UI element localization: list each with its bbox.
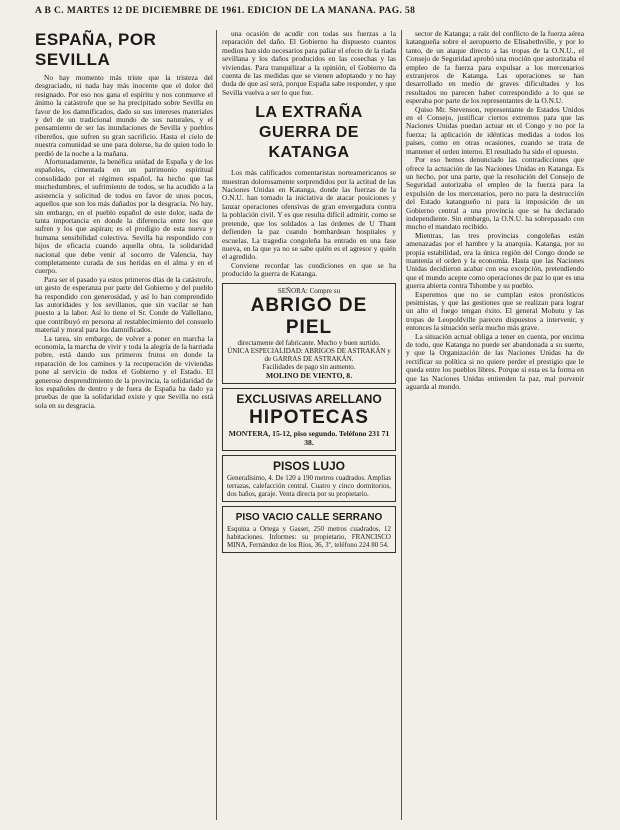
column-right: [406, 30, 584, 822]
ad-title: PISOS LUJO: [272, 458, 346, 473]
article-paragraph: Los más calificados comentaristas norteamericanos se muestran dolorosamente sorprendidos por la actitud de las Naciones Unidas en Katanga, donde las fuerzas de la O.N.U. han tomado la iniciativa de atacar posiciones y lanzar operaciones ofensivas de gran envergadura contra la población civil. Y es que resulta difícil admitir, como se pretende, que los soldados a las órdenes de U Thant defienden la paz cuando bombardean hospitales y escuelas. La tragedia congoleña ha entrado en una fase nueva, en la que ya no se sabe quién es el agresor y quién el agredido.: [222, 168, 396, 262]
ad-title: HIPOTECAS: [249, 406, 369, 428]
ad-text: directamente del fabricante. Mucho y buen surtido.: [237, 338, 381, 347]
column-rule: [216, 30, 217, 820]
advertisement-serrano-flat: [222, 506, 396, 553]
page-header: A B C. MARTES 12 DE DICIEMBRE DE 1961. EDICION DE LA MAÑANA. PAG. 58: [35, 6, 416, 16]
article-paragraph: una ocasión de acudir con todas sus fuerzas a la reparación del daño. El Gobierno ha dispuesto cuantos medios han sido necesarios para paliar el efecto de la riada sevillana y los daños producidos en las cosechas y las viviendas. Para tranquilizar a la opinión, el Gobierno da cuenta de las medidas que se vienen adoptando y no hay duda de que así será, porque España sabe responder, y que Sevilla vuelva a ser lo que fue.: [222, 30, 396, 97]
advertisement-fur-coats: [222, 283, 396, 384]
ad-text: ÚNICA ESPECIALIDAD: ABRIGOS DE ASTRAKÁN y de GARRAS DE ASTRAKÁN.: [227, 346, 391, 363]
article-paragraph: La situación actual obliga a tener en cuenta, por encima de todo, que Katanga no puede ser abandonada a su suerte, y que la Organización de las Naciones Unidas ha de rectificar su política si no quiere perder el prestigio que le queda entre los pueblos libres. Porque si esta es la forma en que las Naciones Unidas entienden la paz, mal porvenir aguarda al mundo.: [406, 331, 584, 392]
ad-text: Esquina a Ortega y Gasset, 250 metros cuadrados, 12 habitaciones. Informes: su propietario, FRANCISCO MINA, Fernández de los Ríos, 36, 3º, teléfono 224 80 54.: [227, 524, 391, 549]
article-paragraph: Esperemos que no se cumplan estos pronósticos pesimistas, y que las gestiones que se realizan para lograr un alto el fuego tengan éxito. El general Mobutu y las tropas de Leopoldville parecen dispuestos a intervenir, y entonces la situación sería mucho más grave.: [406, 289, 584, 333]
ad-title: ABRIGO DE PIEL: [250, 294, 368, 338]
ad-text: Generalísimo, 4. De 120 a 190 metros cuadrados. Amplias terrazas, calefacción central. Cuatro y cinco dormitorios, dos baños, garaje. Venta directa por su propietario.: [227, 473, 391, 498]
article-paragraph: sector de Katanga; a raíz del conflicto de la fuerza aérea katangueña sobre el aeropuerto de Elisabethville, y por lo tanto, de un ataque directo a las tropas de la O.N.U., el Consejo de Seguridad aprobó una moción que autorizaba el empleo de la fuerza para expulsar a los mercenarios extranjeros de Katanga. Las operaciones se han desarrollado en medio de graves dificultades y los resultados no parecen haber correspondido a lo que se esperaba por parte de los representantes de la O.N.U.: [406, 30, 584, 106]
ad-title: PISO VACIO CALLE SERRANO: [235, 511, 383, 523]
article-title: ESPAÑA, POR SEVILLA: [35, 30, 157, 69]
column-left: [35, 30, 213, 822]
ad-kicker: SEÑORA: Compre su: [277, 286, 341, 295]
article-paragraph: Por eso hemos denunciado las contradicciones que ofrece la actuación de las Naciones Unidas en Katanga. Es un hecho, por una parte, que la resolución del Consejo de Seguridad autorizaba el empleo de la fuerza para la expulsión de los mercenarios, pero no para la destrucción del Estado katangueño ni para la imposición de un Gobierno central a una provincia que se ha declarado independiente. Sin embargo, la O.N.U. ha sobrepasado con mucho el mandato recibido.: [406, 155, 584, 232]
article-paragraph: No hay momento más triste que la tristeza del desgraciado, ni nada hay más inocente que el dolor del resignado. Por eso nos gana el espíritu y nos conmueve el ánimo la catástrofe que se ha precipitado sobre Sevilla en favor de los damnificados, dado su sus intereses materiales y del de un tradicional mundo de sus naturales, y el pensamiento de ser las inundaciones de Sevilla y pueblos ribereños, que sufren su gran sacrificio. Hasta el cielo de nuestra comunidad se une para dolerse, ha de quien todo lo perdió de la noche a la mañana.: [35, 73, 213, 158]
column-rule: [401, 30, 402, 820]
ad-address: MONTERA, 15-12, piso segundo. Teléfono 231 71 38.: [228, 428, 390, 447]
article-paragraph: Mientras, las tres provincias congoleñas están amenazadas por el hambre y la anarquía. Katanga, por su propia estabilidad, era la única región del Congo donde se mantenía el orden y la economía. Hasta que las Naciones Unidas decidieron acabar con esa excepción, pretendiendo que el mundo acepte como operaciones de paz lo que es una guerra abierta contra Tshombe y su pueblo.: [406, 230, 584, 291]
article-paragraph: Para ser el pasado ya estos primeros días de la catástrofe, un gesto de esperanza por parte del Gobierno y del pueblo ha respondido con generosidad, y así lo han comprendido las autoridades y los sevillanos, que sin vacilar se han puesto a la labor. Así lo tiene el Sr. Conde de Vallellano, que contribuyó en persona al restablecimiento del consuelo material y moral para los damnificados.: [35, 274, 213, 335]
advertisement-mortgages: [222, 388, 396, 451]
ad-address: MOLINO DE VIENTO, 8.: [265, 370, 352, 380]
ad-kicker: EXCLUSIVAS ARELLANO: [236, 391, 382, 406]
column-middle: [222, 30, 396, 822]
article-paragraph: La tarea, sin embargo, de volver a poner en marcha la economía, la marcha de vivir y toda la alegría de la barriada pobre, está dando sus primeros frutos en donde la reparación de los caminos y la recuperación de viviendas pone al servicio de todos el Gobierno y el Estado. El generoso desprendimiento de la provincia, la solidaridad de los españoles de dentro y de fuera de España ha dado ya pruebas de que la solidaridad existe y que Sevilla no está sola en su desgracia.: [35, 333, 213, 410]
article-paragraph: Afortunadamente, la benéfica unidad de España y de los españoles, cimentada en un patrimonio espiritual consolidado por el régimen español, ha hecho que las muchedumbres, el sufrimiento de todos, se ha acudido a la asistencia y solicitud de todos en favor de unos pocos, aquellos que son los más dañados por la desgracia. No hay, sin embargo, en el pueblo español de este dolor, nada de tanta importancia en donde la diferencia entre los que sufren y los que aspiran; es el prodigio de esta nueva y humana sensibilidad colectiva. Sevilla ha respondido con hijos de eficacia cuando aquella obra, la solidaridad nacional que debe venir al socorro de Valencia, hay completamente curada de sus heridas en el alma y en el cuerpo.: [35, 157, 213, 276]
article-headline: LA EXTRAÑA GUERRA DE KATANGA: [255, 104, 363, 162]
ad-text: Facilidades de pago sin aumento.: [262, 362, 356, 371]
article-paragraph: Quiso Mr. Stevenson, representante de Estados Unidos en el Consejo, justificar ciertos extremos para que las Naciones Unidas puedan actuar en el Congo y no por la fuerza; la aplicación de idénticas medidas a todos los países, como en otras ocasiones, cuando se trata de mantener el orden interno. El resultado ha sido el opuesto.: [406, 104, 584, 156]
article-paragraph: Conviene recordar las condiciones en que se ha producido la guerra de Katanga.: [222, 260, 396, 279]
advertisement-luxury-flats: [222, 455, 396, 502]
